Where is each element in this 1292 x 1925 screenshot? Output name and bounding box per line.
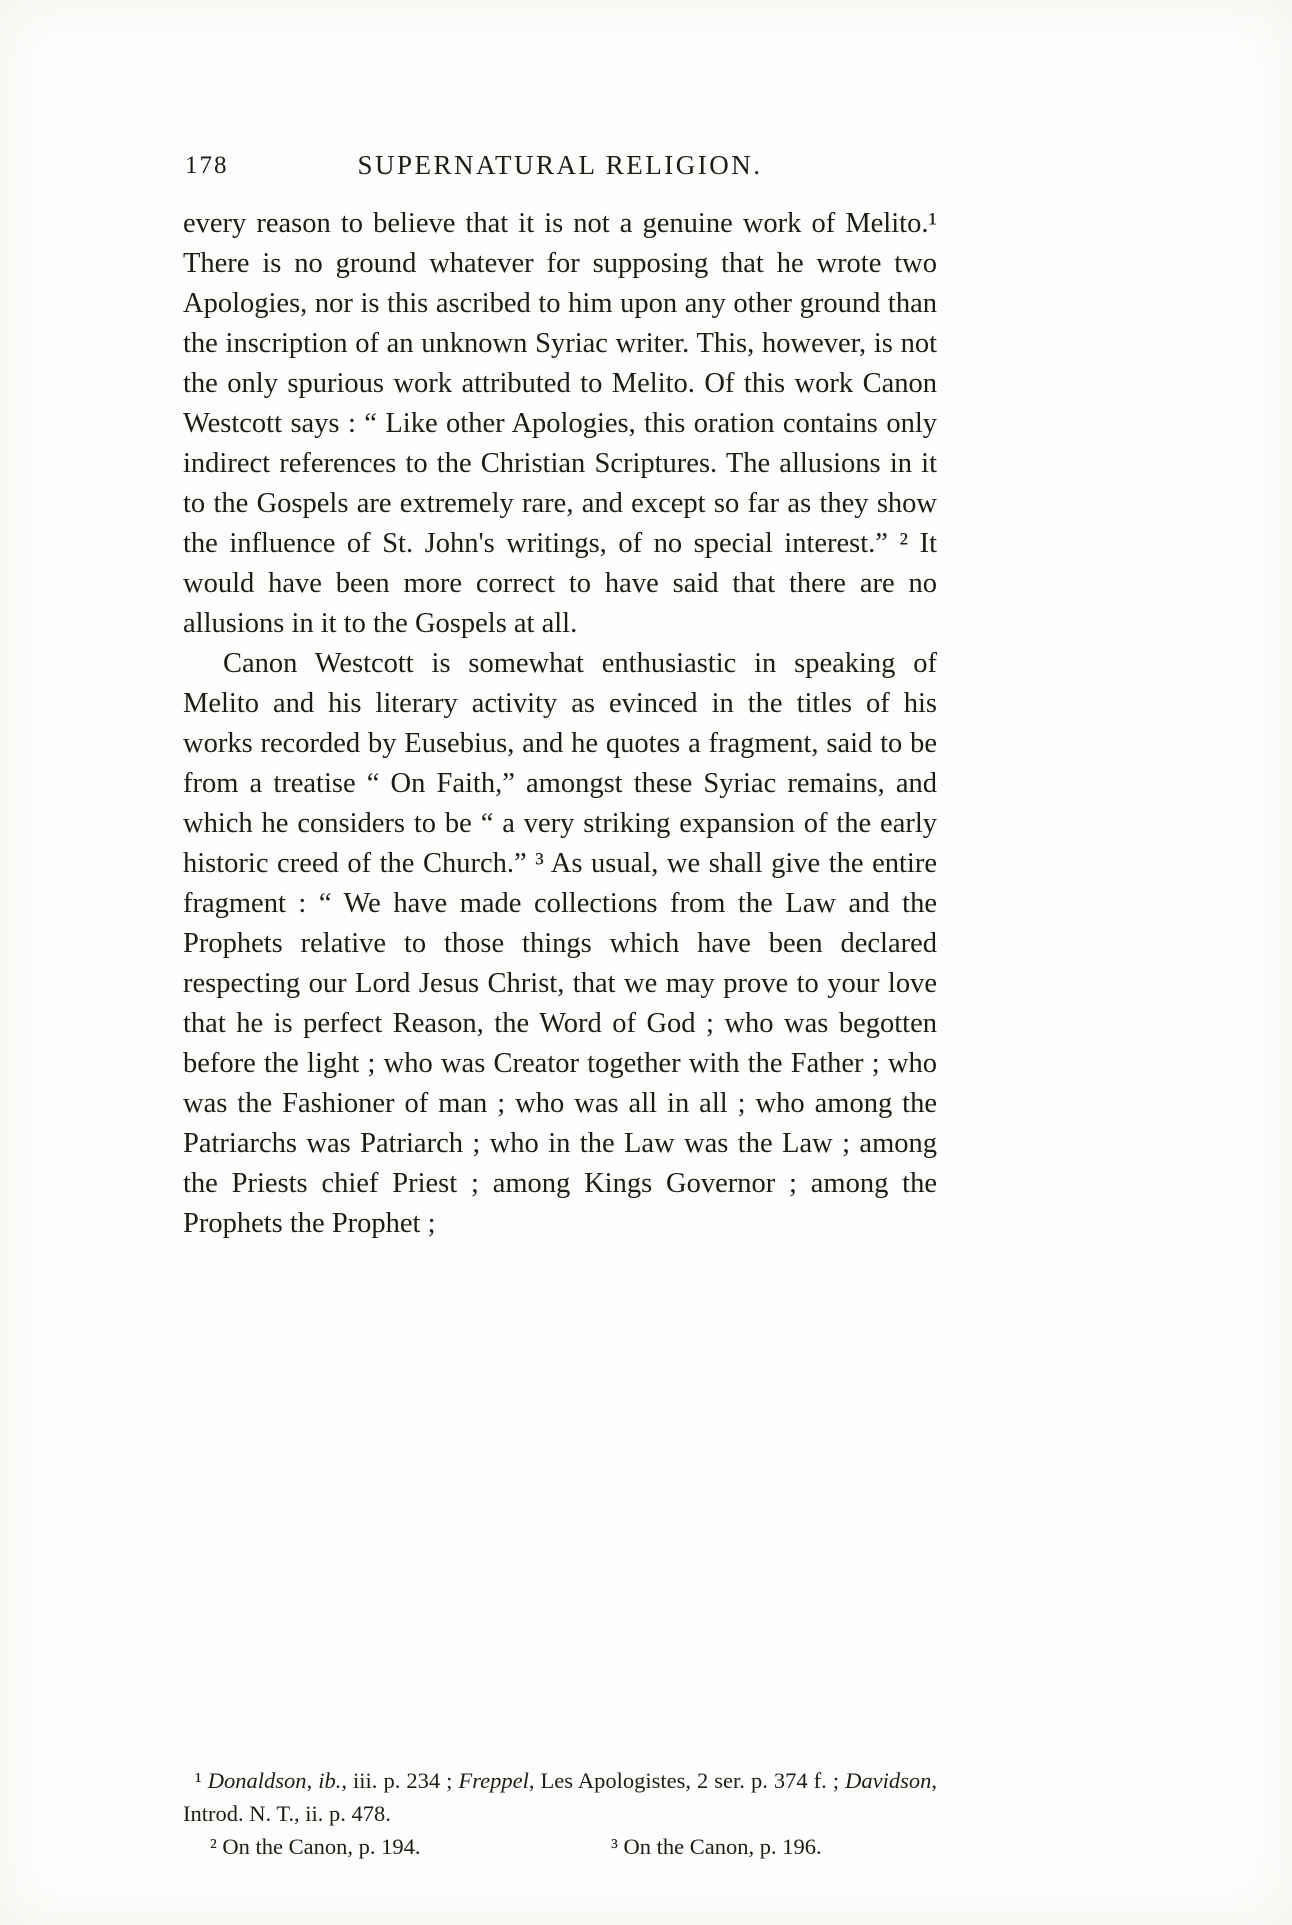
footnote-3: ³ On the Canon, p. 196. xyxy=(611,1834,822,1859)
footnote-row xyxy=(183,1830,937,1863)
page-header xyxy=(183,150,937,188)
footnote-2: ² On the Canon, p. 194. xyxy=(210,1834,421,1859)
footnotes-section xyxy=(183,1764,937,1863)
paragraph-continuation: every reason to believe that it is not a genuine work of Melito.¹ There is no ground whatever for supposing that he wrote two Apologies, nor is this ascribed to him upon any other ground than the inscription of an unknown Syriac writer. This, however, is not the only spurious work attributed to Melito. Of this work Canon Westcott says : “ Like other Apologies, this oration contains only indirect references to the Christian Scriptures. The allusions in it to the Gospels are extremely rare, and except so far as they show the influence of St. John's writings, of no special interest.” ² It would have been more correct to have said that there are no allusions in it to the Gospels at all. xyxy=(183,208,937,639)
paragraph-canon-westcott: Canon Westcott is somewhat enthusiastic in speaking of Melito and his literary activity as evinced in the titles of his works recorded by Eusebius, and he quotes a fragment, said to be from a treatise “ On Faith,” amongst these Syriac remains, and which he considers to be “ a very striking expansion of the early historic creed of the Church.” ³ As usual, we shall give the entire fragment : “ We have made collections from the Law and the Prophets relative to those things which have been declared respecting our Lord Jesus Christ, that we may prove to your love that he is perfect Reason, the Word of God ; who was begotten before the light ; who was Creator together with the Father ; who was the Fashioner of man ; who was all in all ; who among the Patriarchs was Patriarch ; who in the Law was the Law ; among the Priests chief Priest ; among Kings Governor ; among the Prophets the Prophet ; xyxy=(183,648,937,1239)
running-title: SUPERNATURAL RELIGION. xyxy=(357,150,763,180)
page-number: 178 xyxy=(185,152,229,179)
page-body xyxy=(183,204,937,1244)
footnote-1: ¹ Donaldson, ib., iii. p. 234 ; Freppel, Les Apologistes, 2 ser. p. 374 f. ; Davidson, Introd. N. T., ii. p. 478. xyxy=(183,1768,938,1826)
